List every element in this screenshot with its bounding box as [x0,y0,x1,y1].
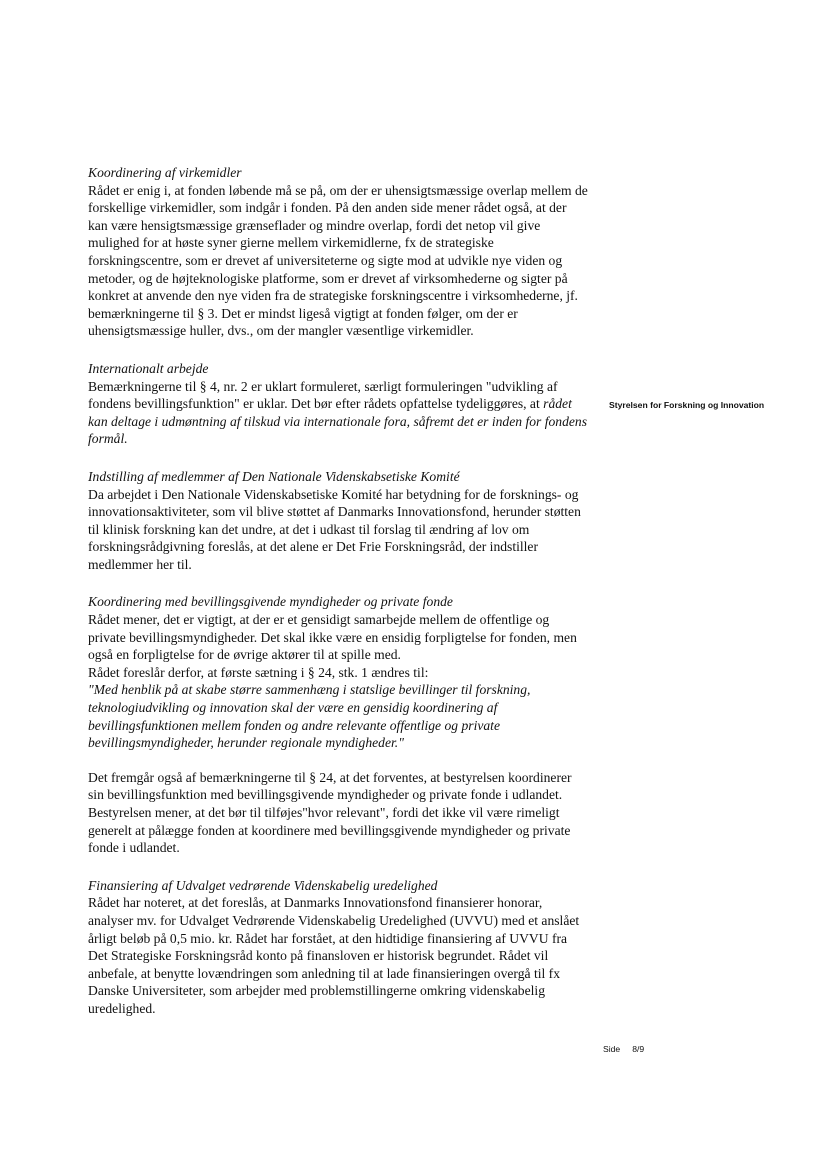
section-heading: Koordinering af virkemidler [88,165,242,180]
section-paragraph: Det fremgår også af bemærkningerne til § 24, at det forventes, at bestyrelsen koordinerer sin bevillingsfunktion med bevillingsgivende myndigheder og private fonde i udlandet. Bestyrelsen mener, at det bør til tilføjes"hvor relevant", fordi det ikke vil være rimeligt generelt at pålægge fonden at koordinere med bevillingsgivende myndigheder og private fonde i udlandet. [88,769,572,856]
section-indstilling-af-medlemmer [88,468,588,574]
section-finansiering-af-uvvu [88,877,588,1018]
section-heading: Indstilling af medlemmer af Den Nationale Videnskabsetiske Komité [88,468,460,484]
section-heading: Internationalt arbejde [88,360,209,376]
section-paragraph: Rådet er enig i, at fonden løbende må se på, om der er uhensigtsmæssige overlap mellem de forskellige virkemidler, som indgår i fonden. På den anden side mener rådet også, at der kan være hensigtsmæssige grænseflader og mindre overlap, fordi det netop vil give mulighed for at høste syner gierne mellem virkemidlerne, fx de strategiske forskningscentre, som er drevet af universiteterne og sigte mod at udvikle nye viden og metoder, og de højteknologiske platforme, som er drevet af virksomhederne og sigter på konkret at anvende den nye viden fra de strategiske forskningscentre i virksomhederne, jf. bemærkningerne til § 3. Det er mindst ligeså vigtigt at fonden følger, om der er uhensigtsmæssige huller, dvs., om der mangler væsentlige virkemidler. [88,182,588,339]
paragraph-emphasis: rådet kan deltage i udmøntning af tilskud via internationale fora, såfremt det er inden for fondens formål. [88,396,588,447]
section-koordinering-af-virkemidler [88,164,588,340]
page-footer [603,1044,656,1054]
section-paragraph: Da arbejdet i Den Nationale Videnskabsetiske Komité har betydning for de forsknings- og innovationsaktiviteter, som vil blive støttet af Danmarks Innovationsfond, herunder støtten til klinisk forskning kan det undre, at det i udkast til forslag til ændring af lov om forskningsrådgivning foreslås, at det alene er Det Frie Forskningsråd, der indstiller medlemmer her til. [88,486,581,572]
section-heading: Koordinering med bevillingsgivende myndigheder og private fonde [88,594,453,610]
section-koordinering-med-bevillingsgivende [88,593,588,856]
proposed-wording-quote: "Med henblik på at skabe større sammenhæng i statslige bevillinger til forskning, teknologiudvikling og innovation skal der være en gensidig koordinering af bevillingsfunktionen mellem fonden og andre relevante offentlige og private bevillingsmyndigheder, herunder regionale myndigheder." [88,682,531,751]
section-heading: Finansiering af Udvalget vedrørende Videnskabelig uredelighed [88,877,438,893]
section-paragraph [88,378,588,448]
section-paragraph: Rådet har noteret, at det foreslås, at Danmarks Innovationsfond finansierer honorar, analyser mv. for Udvalget Vedrørende Videnskabelig Uredelighed (UVVU) med et anslået årligt beløb på 0,5 mio. kr. Rådet har forstået, at den hidtidige finansiering af UVVU fra Det Strategiske Forskningsråd konto på finansloven er historisk begrundet. Rådet vil anbefale, at benytte lovændringen som anledning til at lade finansieringen overgå til fx Danske Universiteter, som arbejder med problemstillingerne omkring videnskabelig uredelighed. [88,895,580,1016]
page-number: 8/9 [632,1044,645,1054]
paragraph-text: Bemærkningerne til § 4, nr. 2 er uklart formuleret, særligt formuleringen "udvikling af fondens bevillingsfunktion" er uklar. Det bør efter rådets opfattelse tydeliggøres, at [88,378,558,412]
section-paragraph: Rådet mener, det er vigtigt, at der er et gensidigt samarbejde mellem de offentlige og private bevillingsmyndigheder. Det skal ikke være en ensidig forpligtelse for fonden, men også en forpligtelse for de øvrige aktører til at spille med. [88,612,577,663]
page-label: Side [603,1044,621,1054]
section-paragraph: Rådet foreslår derfor, at første sætning i § 24, stk. 1 ændres til: [88,664,429,680]
document-body [88,164,588,1038]
sender-organisation: Styrelsen for Forskning og Innovation [609,400,765,410]
section-internationalt-arbejde [88,360,588,448]
